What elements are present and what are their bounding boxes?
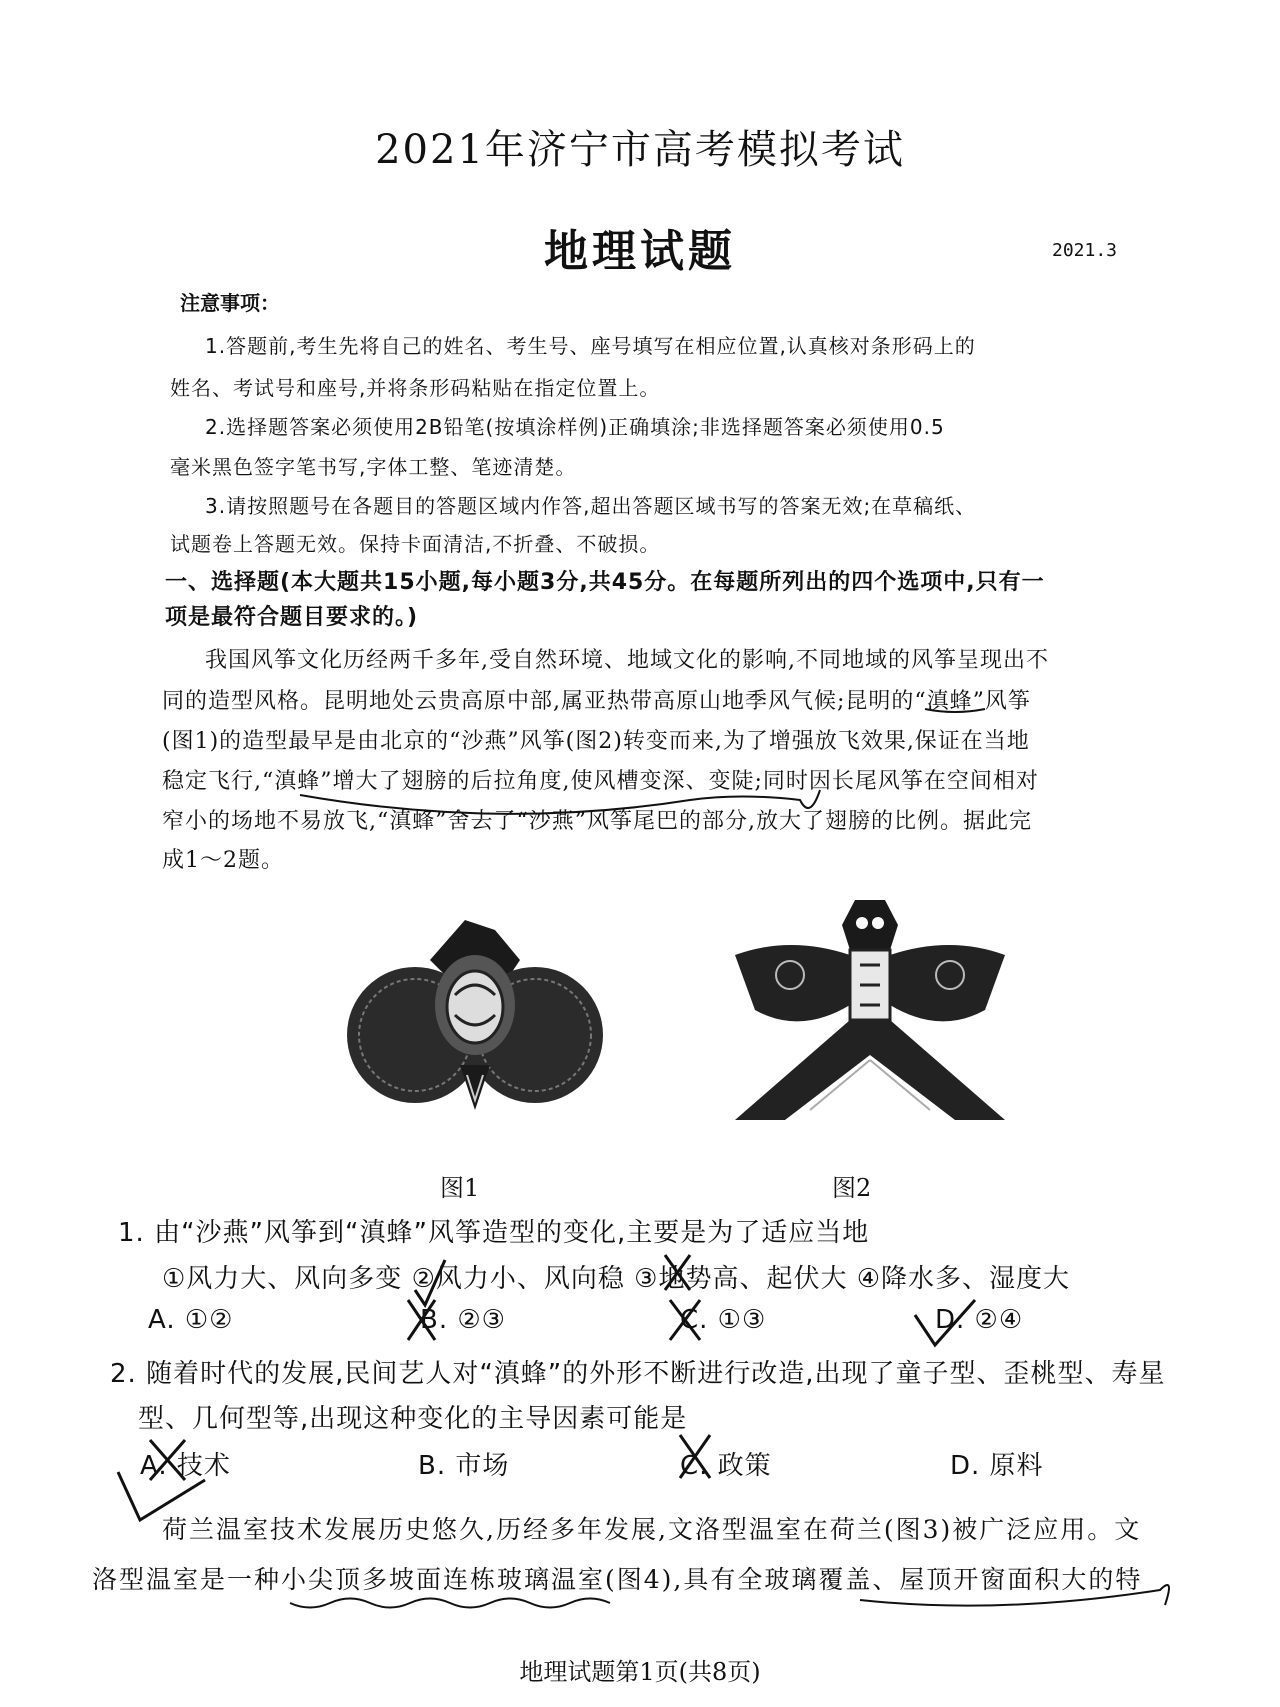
dianfeng-kite-image: [345, 915, 605, 1115]
exam-date: 2021.3: [1052, 240, 1118, 261]
passage-2-line: 荷兰温室技术发展历史悠久,历经多年发展,文洛型温室在荷兰(图3)被广泛应用。文: [162, 1515, 1142, 1544]
passage-line: (图1)的造型最早是由北京的“沙燕”风筝(图2)转变而来,为了增强放飞效果,保证在当地: [162, 729, 1030, 754]
page-footer: 地理试题第1页(共8页): [519, 1658, 761, 1686]
q2-choice-d[interactable]: D. 原料: [950, 1451, 1044, 1481]
wavy-underline-mark: [290, 1599, 610, 1608]
q2-choice-c[interactable]: C. 政策: [680, 1451, 772, 1481]
exam-title: 2021年济宁市高考模拟考试: [375, 127, 905, 173]
q1-choice-c[interactable]: C. ①③: [680, 1305, 767, 1335]
exam-subtitle: 地理试题: [544, 226, 736, 277]
q2-choice-a[interactable]: A. 技术: [140, 1451, 231, 1481]
q2-choice-b[interactable]: B. 市场: [418, 1451, 510, 1481]
section-heading-cont: 项是最符合题目要求的。): [165, 605, 419, 630]
q1-choice-b[interactable]: B. ②③: [420, 1305, 506, 1335]
passage-line: 我国风筝文化历经两千多年,受自然环境、地域文化的影响,不同地域的风筝呈现出不: [205, 648, 1049, 673]
shayan-kite-image: [730, 895, 1010, 1135]
note-line: 试题卷上答题无效。保持卡面清洁,不折叠、不破损。: [170, 532, 661, 556]
passage-2-line: 洛型温室是一种小尖顶多坡面连栋玻璃温室(图4),具有全玻璃覆盖、屋顶开窗面积大的特: [92, 1565, 1143, 1594]
question-2-stem: 2. 随着时代的发展,民间艺人对“滇蜂”的外形不断进行改造,出现了童子型、歪桃型、寿星: [110, 1359, 1166, 1389]
passage-line: 窄小的场地不易放飞,“滇蜂”舍去了“沙燕”风筝尾巴的部分,放大了翅膀的比例。据此完: [162, 809, 1032, 834]
note-line: 姓名、考试号和座号,并将条形码粘贴在指定位置上。: [170, 376, 661, 400]
note-line: 毫米黑色签字笔书写,字体工整、笔迹清楚。: [170, 455, 577, 479]
figure-1-caption: 图1: [440, 1174, 480, 1202]
figure-2-caption: 图2: [832, 1174, 872, 1202]
note-line: 2.选择题答案必须使用2B铅笔(按填涂样例)正确填涂;非选择题答案必须使用0.5: [205, 415, 945, 439]
question-2-stem-cont: 型、几何型等,出现这种变化的主导因素可能是: [138, 1404, 688, 1434]
section-heading: 一、选择题(本大题共15小题,每小题3分,共45分。在每题所列出的四个选项中,只有一: [165, 570, 1045, 595]
passage-line: 稳定飞行,“滇蜂”增大了翅膀的后拉角度,使风槽变深、变陡;同时因长尾风筝在空间相对: [162, 769, 1039, 794]
passage-line: 同的造型风格。昆明地处云贵高原中部,属亚热带高原山地季风气候;昆明的“滇蜂”风筝: [162, 689, 1031, 714]
q1-choice-a[interactable]: A. ①②: [148, 1305, 234, 1335]
passage-line: 成1～2题。: [162, 848, 284, 873]
question-1-statements: ①风力大、风向多变 ②风力小、风向稳 ③地势高、起伏大 ④降水多、湿度大: [162, 1264, 1071, 1294]
note-line: 3.请按照题号在各题目的答题区域内作答,超出答题区域书写的答案无效;在草稿纸、: [205, 494, 977, 518]
q1-choice-d[interactable]: D. ②④: [935, 1305, 1024, 1335]
notes-heading: 注意事项：: [180, 291, 280, 315]
question-1-stem: 1. 由“沙燕”风筝到“滇蜂”风筝造型的变化,主要是为了适应当地: [118, 1218, 870, 1248]
note-line: 1.答题前,考生先将自己的姓名、考生号、座号填写在相应位置,认真核对条形码上的: [205, 334, 976, 358]
